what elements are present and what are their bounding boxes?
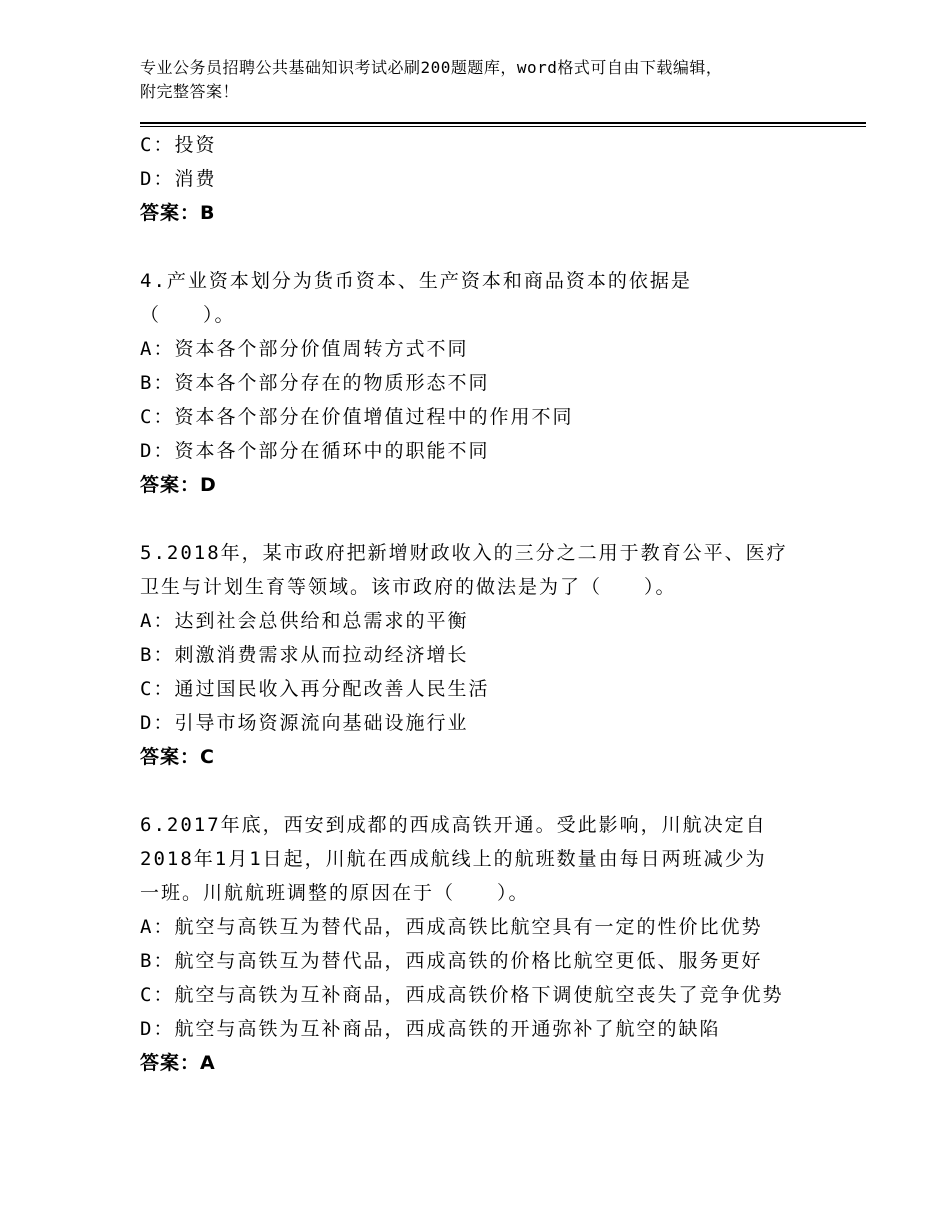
question-stem-line: 一班。川航航班调整的原因在于（ ）。 xyxy=(140,882,530,904)
question-stem-line: 卫生与计划生育等领域。该市政府的做法是为了（ ）。 xyxy=(140,576,677,598)
question-6 xyxy=(140,808,830,1080)
option-b: B：刺激消费需求从而拉动经济增长 xyxy=(140,644,469,666)
question-3 xyxy=(140,128,830,230)
question-stem-line: （ ）。 xyxy=(140,304,236,326)
header-line-1: 专业公务员招聘公共基础知识考试必刷200题题库，word格式可自由下载编辑， xyxy=(140,58,723,77)
question-4 xyxy=(140,264,830,502)
option-a: A：资本各个部分价值周转方式不同 xyxy=(140,338,469,360)
question-stem-line: 6.2017年底，西安到成都的西成高铁开通。受此影响，川航决定自 xyxy=(140,814,767,836)
option-d: D：航空与高铁为互补商品，西成高铁的开通弥补了航空的缺陷 xyxy=(140,1018,721,1040)
option-c: C：航空与高铁为互补商品，西成高铁价格下调使航空丧失了竞争优势 xyxy=(140,984,784,1006)
header-divider xyxy=(140,122,866,127)
answer: 答案：B xyxy=(140,202,216,224)
option-b: B：资本各个部分存在的物质形态不同 xyxy=(140,372,490,394)
option-b: B：航空与高铁互为替代品，西成高铁的价格比航空更低、服务更好 xyxy=(140,950,763,972)
answer: 答案：C xyxy=(140,746,215,768)
spacer xyxy=(140,502,830,536)
spacer xyxy=(140,774,830,808)
option-a: A：航空与高铁互为替代品，西成高铁比航空具有一定的性价比优势 xyxy=(140,916,763,938)
question-5 xyxy=(140,536,830,774)
option-c: C：通过国民收入再分配改善人民生活 xyxy=(140,678,490,700)
option-c: C：投资 xyxy=(140,134,217,156)
option-a: A：达到社会总供给和总需求的平衡 xyxy=(140,610,469,632)
question-stem-line: 5.2018年，某市政府把新增财政收入的三分之二用于教育公平、医疗 xyxy=(140,542,788,564)
question-stem-line: 2018年1月1日起，川航在西成航线上的航班数量由每日两班减少为 xyxy=(140,848,767,870)
answer: 答案：D xyxy=(140,474,217,496)
question-stem-line: 4.产业资本划分为货币资本、生产资本和商品资本的依据是 xyxy=(140,270,692,292)
option-d: D：资本各个部分在循环中的职能不同 xyxy=(140,440,490,462)
option-c: C：资本各个部分在价值增值过程中的作用不同 xyxy=(140,406,574,428)
option-d: D：引导市场资源流向基础设施行业 xyxy=(140,712,469,734)
answer: 答案：A xyxy=(140,1052,216,1074)
header-line-2: 附完整答案！ xyxy=(140,82,240,101)
spacer xyxy=(140,230,830,264)
page-header xyxy=(140,56,820,104)
option-d: D：消费 xyxy=(140,168,217,190)
document-body xyxy=(140,128,830,1080)
